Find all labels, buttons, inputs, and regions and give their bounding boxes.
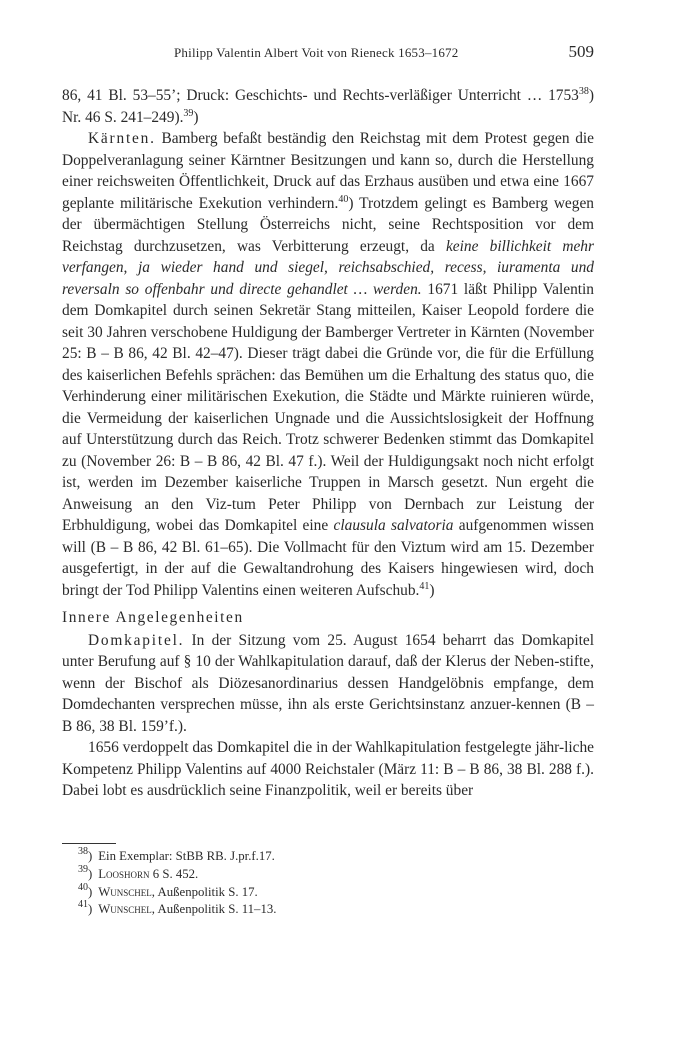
- footnote-text: 6 S. 452.: [149, 866, 199, 881]
- footnote-number: 40: [78, 881, 88, 893]
- running-title: Philipp Valentin Albert Voit von Rieneck 1653–1672: [174, 45, 459, 60]
- footnote: [62, 863, 594, 884]
- footnote-text: , Außenpolitik S. 17.: [151, 884, 258, 899]
- running-head: [62, 42, 594, 62]
- footnote-mark: $^{38}$): [78, 846, 93, 863]
- footnote-number: 41: [78, 899, 88, 911]
- author-name: Wunschel: [98, 884, 152, 899]
- text-run: In der Sitzung vom 25. August 1654 beharrt das Domkapitel unter Berufung auf § 10 der Wahlkapitulation darauf, daß der Klerus der Neben-stifte, wenn der Bischof als Diözesanordinarius dessen Handgelöbnis empfange, dem Domdechanten versprechen müsse, ihn als erste Gerichtsinstanz anzuer-kennen (B – B 86, 38 Bl. 159’f.).: [62, 631, 594, 735]
- author-name: Wunschel: [98, 902, 152, 917]
- footnote-mark: $^{39}$): [78, 863, 93, 881]
- footnote-mark: $^{40}$): [78, 881, 93, 899]
- page-number: 509: [568, 42, 594, 61]
- footnote: [62, 901, 594, 919]
- paragraph-heading: Domkapitel.: [88, 631, 185, 649]
- quotation: clausula salvatoria: [333, 517, 454, 534]
- paragraph-1656: 1656 verdoppelt das Domkapitel die in der Wahlkapitulation festgelegte jähr-liche Kompetenz Philipp Valentins auf 4000 Reichstaler (März 11: B – B 86, 38 Bl. 288 f.). Dabei lobt es ausdrücklich seine Finanzpolitik, weil er bereits über: [62, 739, 594, 799]
- paragraph-kaernten: [62, 128, 594, 601]
- footnote-text: , Außenpolitik S. 11–13.: [151, 902, 277, 917]
- footnote-ref: 38: [578, 86, 589, 97]
- footnote-rule: [62, 843, 116, 844]
- paragraph-heading: Kärnten.: [88, 130, 156, 147]
- footnote-ref: 39: [183, 107, 194, 119]
- footnote: [62, 848, 594, 866]
- text-run: ) Trotzdem gelingt es Bamberg wegen der übermächtigen Stellung Österreichs nicht, seine Rechtsposition vor dem Reichstag durchzusetzen, was Verbitterung erzeugt, da: [62, 194, 594, 255]
- body-text: [62, 85, 594, 802]
- footnote-number: 38: [78, 846, 88, 857]
- footnote-text: Ein Exemplar: StBB RB. J.pr.f.17.: [98, 849, 275, 863]
- text-run: ): [429, 581, 435, 599]
- footnote-mark: $^{41}$): [78, 899, 93, 917]
- text-run: aufgenommen wissen will (B – B 86, 42 Bl. 61–65). Die Vollmacht für den Viztum wird am 15. Dezember ausgefertigt, in der auf die Gewaltandrohung des Kaisers hingewiesen wird, doch bringt der Tod Philipp Valentins einen weiteren Aufschub.: [62, 517, 594, 599]
- footnote-ref: 41: [419, 580, 430, 592]
- paragraph-continuation: [62, 85, 594, 128]
- footnote-ref: 40: [338, 193, 349, 205]
- author-name: Looshorn: [98, 866, 150, 881]
- quotation: keine billichkeit mehr verfangen, ja wieder hand und siegel, reichsabschied, recess, iuramenta und reversaln so offenbahr und directe gehandlet … werden.: [62, 237, 594, 298]
- section-heading: Innere Angelegenheiten: [62, 609, 244, 626]
- text-run: 86, 41 Bl. 53–55’; Druck: Geschichts- und Rechts-verläßiger Unterricht … 1753: [62, 87, 579, 104]
- footnote: [62, 881, 594, 902]
- paragraph-domkapitel: [62, 630, 594, 738]
- text-run: ) Nr. 46 S. 241–249).: [62, 87, 594, 126]
- text-run: Bamberg befaßt beständig den Reichstag mit dem Protest gegen die Doppelveranlagung seiner Kärntner Besitzungen und kann so, durch die Herstellung einer reichsweiten Öffentlichkeit, Druck auf das Erzhaus ausüben und etwa eine 1667 geplante militärische Exekution verhindern.: [62, 130, 594, 212]
- text-run: ): [193, 108, 199, 126]
- footnotes: [62, 848, 594, 919]
- footnote-number: 39: [78, 863, 88, 875]
- text-run: 1671 läßt Philipp Valentin dem Domkapitel durch seinen Sekretär Stang mitteilen, Kaiser Leopold fordere die seit 30 Jahren verschobene Huldigung der Bamberger Vertreter in Kärnten (November 25: B – B 86, 42 Bl. 42–47). Dieser trägt dabei die Gründe vor, die für die Erfüllung des kaiserlichen Befehls sprächen: das Bemühen um die Erhaltung des status quo, die Verhinderung einer militärischen Exekution, die Städte und Märkte ruinieren würde, die Vermeidung der kaiserlichen Ungnade und die Aussichtslosigkeit der Hoffnung auf Unterstützung durch das Reich. Trotz schwerer Bedenken stimmt das Domkapitel zu (November 26: B – B 86, 42 Bl. 47 f.). Weil der Huldigungsakt noch nicht erfolgt ist, werden im Dezember kaiserliche Truppen in Marsch gesetzt. Nun ergeht die Anweisung an den Viz-tum Peter Philipp von Dernbach zur Leistung der Erbhuldigung, wobei das Domkapitel eine: [62, 280, 595, 534]
